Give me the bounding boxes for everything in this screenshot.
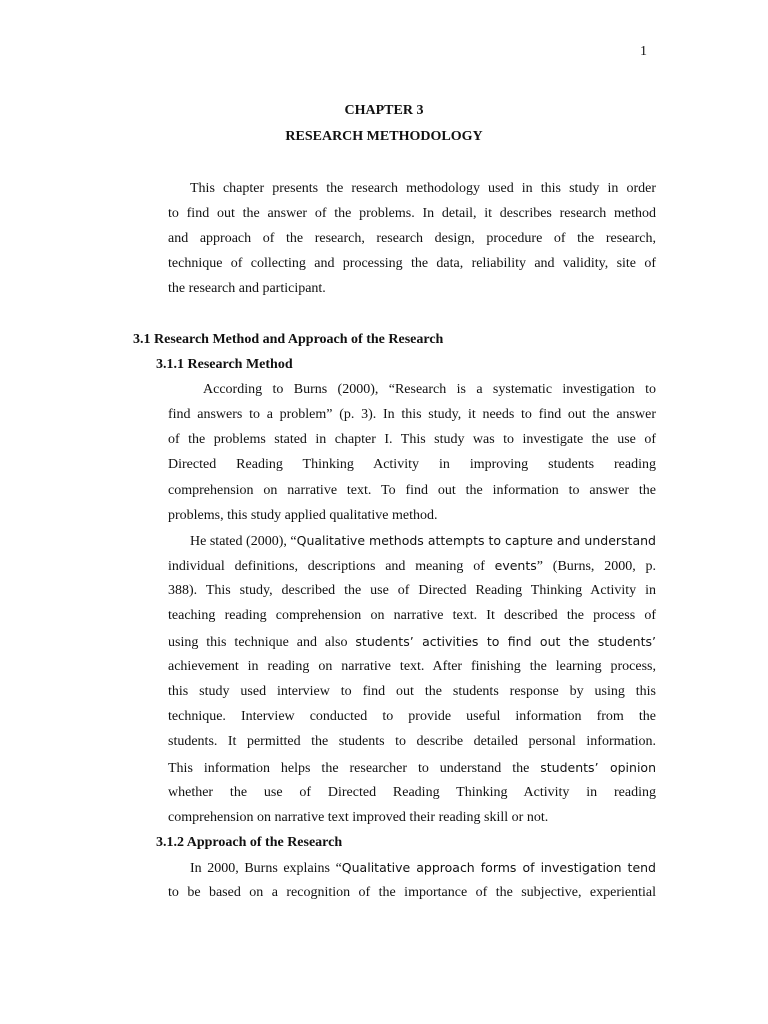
- page-number: 1: [640, 44, 647, 59]
- intro-line: This chapter presents the research methodology used in this study in order: [190, 181, 656, 196]
- text-run: He stated (2000), “: [190, 534, 297, 549]
- paragraph-line: to be based on a recognition of the importance of the subjective, experiential: [168, 885, 656, 900]
- paragraph-line: [168, 758, 656, 779]
- quote-run: Qualitative approach forms of investigation tend: [341, 860, 656, 875]
- intro-line: technique of collecting and processing the data, reliability and validity, site of: [168, 256, 656, 271]
- quote-run: events: [494, 558, 537, 573]
- text-run: individual definitions, descriptions and meaning of: [168, 559, 495, 574]
- text-run: This information helps the researcher to understand the: [168, 761, 541, 776]
- text-run: ” (Burns, 2000, p.: [536, 559, 656, 574]
- intro-line: and approach of the research, research design, procedure of the research,: [168, 231, 656, 246]
- paragraph-line: comprehension on narrative text. To find out the information to answer the: [168, 483, 656, 498]
- chapter-title: RESEARCH METHODOLOGY: [285, 129, 483, 144]
- paragraph-line: problems, this study applied qualitative method.: [168, 508, 438, 523]
- paragraph-line: students. It permitted the students to describe detailed personal information.: [168, 734, 656, 749]
- section-heading: 3.1 Research Method and Approach of the Research: [133, 332, 444, 347]
- chapter-label: CHAPTER 3: [344, 103, 424, 118]
- text-run: In 2000, Burns explains “: [190, 861, 342, 876]
- sans-run: students’ activities to find out the students’: [355, 634, 656, 649]
- intro-line: the research and participant.: [168, 281, 326, 296]
- paragraph-line: technique. Interview conducted to provide useful information from the: [168, 709, 656, 724]
- quote-run: Qualitative methods attempts to capture and understand: [296, 533, 656, 548]
- subsection-heading: 3.1.2 Approach of the Research: [156, 835, 343, 850]
- paragraph-line: comprehension on narrative text improved their reading skill or not.: [168, 810, 549, 825]
- paragraph-line: [190, 858, 656, 879]
- sans-run: students’ opinion: [540, 760, 656, 775]
- paragraph-line: [168, 556, 656, 577]
- paragraph-line: [190, 531, 656, 552]
- paragraph-line: Directed Reading Thinking Activity in improving students reading: [168, 457, 656, 472]
- subsection-heading: 3.1.1 Research Method: [156, 357, 293, 372]
- paragraph-line: According to Burns (2000), “Research is a systematic investigation to: [203, 382, 656, 397]
- paragraph-line: this study used interview to find out the students response by using this: [168, 684, 656, 699]
- paragraph-line: of the problems stated in chapter I. This study was to investigate the use of: [168, 432, 656, 447]
- paragraph-line: achievement in reading on narrative text. After finishing the learning process,: [168, 659, 656, 674]
- paragraph-line: [168, 632, 656, 653]
- paragraph-line: whether the use of Directed Reading Thinking Activity in reading: [168, 785, 656, 800]
- text-run: using this technique and also: [168, 635, 356, 650]
- paragraph-line: 388). This study, described the use of Directed Reading Thinking Activity in: [168, 583, 656, 598]
- intro-line: to find out the answer of the problems. In detail, it describes research method: [168, 206, 656, 221]
- paragraph-line: find answers to a problem” (p. 3). In this study, it needs to find out the answer: [168, 407, 656, 422]
- paragraph-line: teaching reading comprehension on narrative text. It described the process of: [168, 608, 656, 623]
